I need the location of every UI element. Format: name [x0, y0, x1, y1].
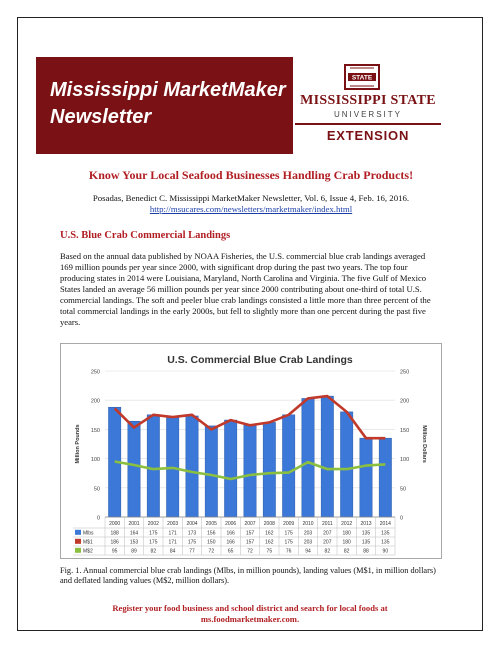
table-cell: 186 [110, 539, 119, 546]
article-paragraph: Based on the annual data published by NOAA Fisheries, the U.S. commercial blue crab landings averaged 169 million pounds per year since 2000, with significant drop during the past two years. The top four producing states in 2014 were Louisiana, Maryland, North Carolina and Virginia. The five Gulf of Mexico States landed an average 56 million pounds per year since 2000 contributing about one-third of total U.S. commercial landings. The soft and peeler blue crab landings consisted a little more than three percent of the total commercial landings in the early 2000s, but fell to slightly more than one percent during the past five years. [60, 251, 431, 327]
bar-mlbs-2006 [224, 420, 236, 517]
table-cell: 164 [129, 530, 139, 537]
table-cell: 135 [361, 530, 371, 537]
table-cell: 135 [361, 539, 371, 546]
table-cell: 162 [265, 530, 274, 537]
y2-tick-label: 200 [400, 398, 410, 405]
legend-swatch-2 [75, 548, 81, 553]
table-cell: 207 [323, 539, 332, 546]
y2-axis-label: Million Dollars [421, 425, 427, 463]
table-cell: 135 [381, 530, 390, 537]
x-tick-label: 2013 [360, 521, 372, 527]
bar-mlbs-2001 [128, 421, 140, 517]
bar-mlbs-2011 [321, 396, 333, 517]
table-cell: 95 [111, 548, 118, 555]
table-cell: 82 [150, 548, 157, 555]
x-tick-label: 2006 [225, 521, 237, 527]
figure-caption: Fig. 1. Annual commercial blue crab landings (Mlbs, in million pounds), landing values (M$1, in million dollars) and deflated landing values (M$2, million dollars). [60, 566, 436, 585]
newsletter-banner [36, 57, 293, 154]
landings-chart-svg [61, 344, 443, 560]
section-heading: U.S. Blue Crab Commercial Landings [60, 230, 231, 241]
table-cell: 203 [303, 539, 313, 546]
table-cell: 82 [343, 548, 350, 555]
table-cell: 171 [168, 530, 177, 537]
newsletter-link[interactable]: http://msucares.com/newsletters/marketmaker/index.html [149, 204, 353, 214]
x-tick-label: 2011 [321, 521, 333, 527]
svg-text:STATE: STATE [351, 74, 373, 82]
newsletter-title: Mississippi MarketMaker Newsletter [50, 79, 286, 128]
citation-text: Posadas, Benedict C. Mississippi MarketMaker Newsletter, Vol. 6, Issue 4, Feb. 16, 2016. [92, 193, 410, 203]
table-cell: 166 [226, 530, 235, 537]
y2-tick-label: 250 [400, 369, 410, 376]
x-tick-label: 2014 [379, 521, 391, 527]
msu-extension-logo [293, 57, 436, 154]
table-cell: 84 [169, 548, 176, 555]
y-tick-label: 200 [90, 398, 100, 405]
table-cell: 94 [305, 548, 311, 555]
x-tick-label: 2007 [244, 521, 256, 527]
y2-tick-label: 50 [400, 486, 407, 493]
bar-mlbs-2014 [379, 438, 391, 517]
table-cell: 207 [323, 530, 332, 537]
table-cell: 135 [381, 539, 390, 546]
table-cell: 175 [149, 539, 158, 546]
table-cell: 173 [187, 530, 197, 537]
legend-swatch-1 [75, 539, 81, 544]
y2-tick-label: 150 [400, 427, 410, 434]
table-cell: 175 [187, 539, 197, 546]
table-cell: 150 [207, 539, 216, 546]
legend-label: M$2 [83, 548, 93, 555]
x-tick-label: 2009 [283, 521, 295, 527]
chart-title: U.S. Commercial Blue Crab Landings [167, 354, 353, 366]
bar-mlbs-2002 [147, 415, 159, 517]
table-cell: 175 [284, 530, 293, 537]
bar-mlbs-2010 [302, 398, 314, 517]
logo-divider [295, 123, 441, 125]
bar-mlbs-2005 [205, 426, 217, 517]
table-cell: 188 [110, 530, 119, 537]
x-tick-label: 2012 [341, 521, 353, 527]
table-cell: 90 [382, 548, 389, 555]
article-title: Know Your Local Seafood Businesses Handling Crab Products! [88, 168, 414, 182]
x-tick-label: 2003 [167, 521, 179, 527]
bar-mlbs-2009 [282, 415, 294, 517]
y-tick-label: 250 [90, 369, 100, 376]
table-cell: 75 [266, 548, 273, 555]
table-cell: 72 [208, 548, 215, 555]
x-tick-label: 2002 [147, 521, 159, 527]
x-tick-label: 2005 [205, 521, 217, 527]
table-cell: 156 [207, 530, 216, 537]
x-tick-label: 2000 [109, 521, 121, 527]
y-axis-label: Million Pounds [75, 424, 81, 464]
logo-university-label: UNIVERSITY [333, 110, 402, 119]
table-cell: 175 [284, 539, 293, 546]
y-tick-label: 0 [96, 515, 100, 522]
legend-swatch-0 [75, 530, 81, 535]
table-cell: 175 [149, 530, 158, 537]
bar-mlbs-2004 [186, 416, 198, 517]
y-tick-label: 150 [90, 427, 100, 434]
logo-university-name: MISSISSIPPI STATE [300, 93, 436, 108]
bar-mlbs-2008 [263, 422, 275, 517]
table-cell: 157 [245, 530, 255, 537]
msu-seal-icon [344, 64, 380, 90]
table-cell: 65 [227, 548, 234, 555]
bar-mlbs-2013 [360, 438, 372, 517]
table-cell: 171 [168, 539, 177, 546]
table-cell: 82 [324, 548, 331, 555]
y-tick-label: 100 [90, 457, 100, 464]
table-cell: 153 [129, 539, 139, 546]
bar-mlbs-2012 [340, 412, 352, 517]
x-tick-label: 2010 [302, 521, 314, 527]
x-tick-label: 2001 [128, 521, 140, 527]
y2-tick-label: 0 [400, 515, 404, 522]
article-citation [36, 193, 466, 215]
table-cell: 180 [342, 530, 351, 537]
table-cell: 77 [189, 548, 195, 555]
legend-label: M$1 [83, 539, 93, 546]
table-cell: 89 [131, 548, 137, 555]
table-cell: 162 [265, 539, 274, 546]
bar-mlbs-2007 [244, 425, 256, 517]
table-cell: 76 [285, 548, 292, 555]
table-cell: 166 [226, 539, 235, 546]
landings-chart [60, 343, 442, 559]
table-cell: 88 [363, 548, 369, 555]
table-cell: 203 [303, 530, 313, 537]
table-cell: 180 [342, 539, 351, 546]
table-cell: 72 [247, 548, 253, 555]
x-tick-label: 2004 [186, 521, 198, 527]
y2-tick-label: 100 [400, 457, 410, 464]
y-tick-label: 50 [93, 486, 100, 493]
logo-extension-label: EXTENSION [326, 128, 410, 143]
legend-label: Mlbs [83, 530, 94, 537]
x-tick-label: 2008 [263, 521, 275, 527]
footer-callout: Register your food business and school district and search for local foods at ms.foodmarketmaker.com. [112, 603, 388, 624]
table-cell: 157 [245, 539, 255, 546]
